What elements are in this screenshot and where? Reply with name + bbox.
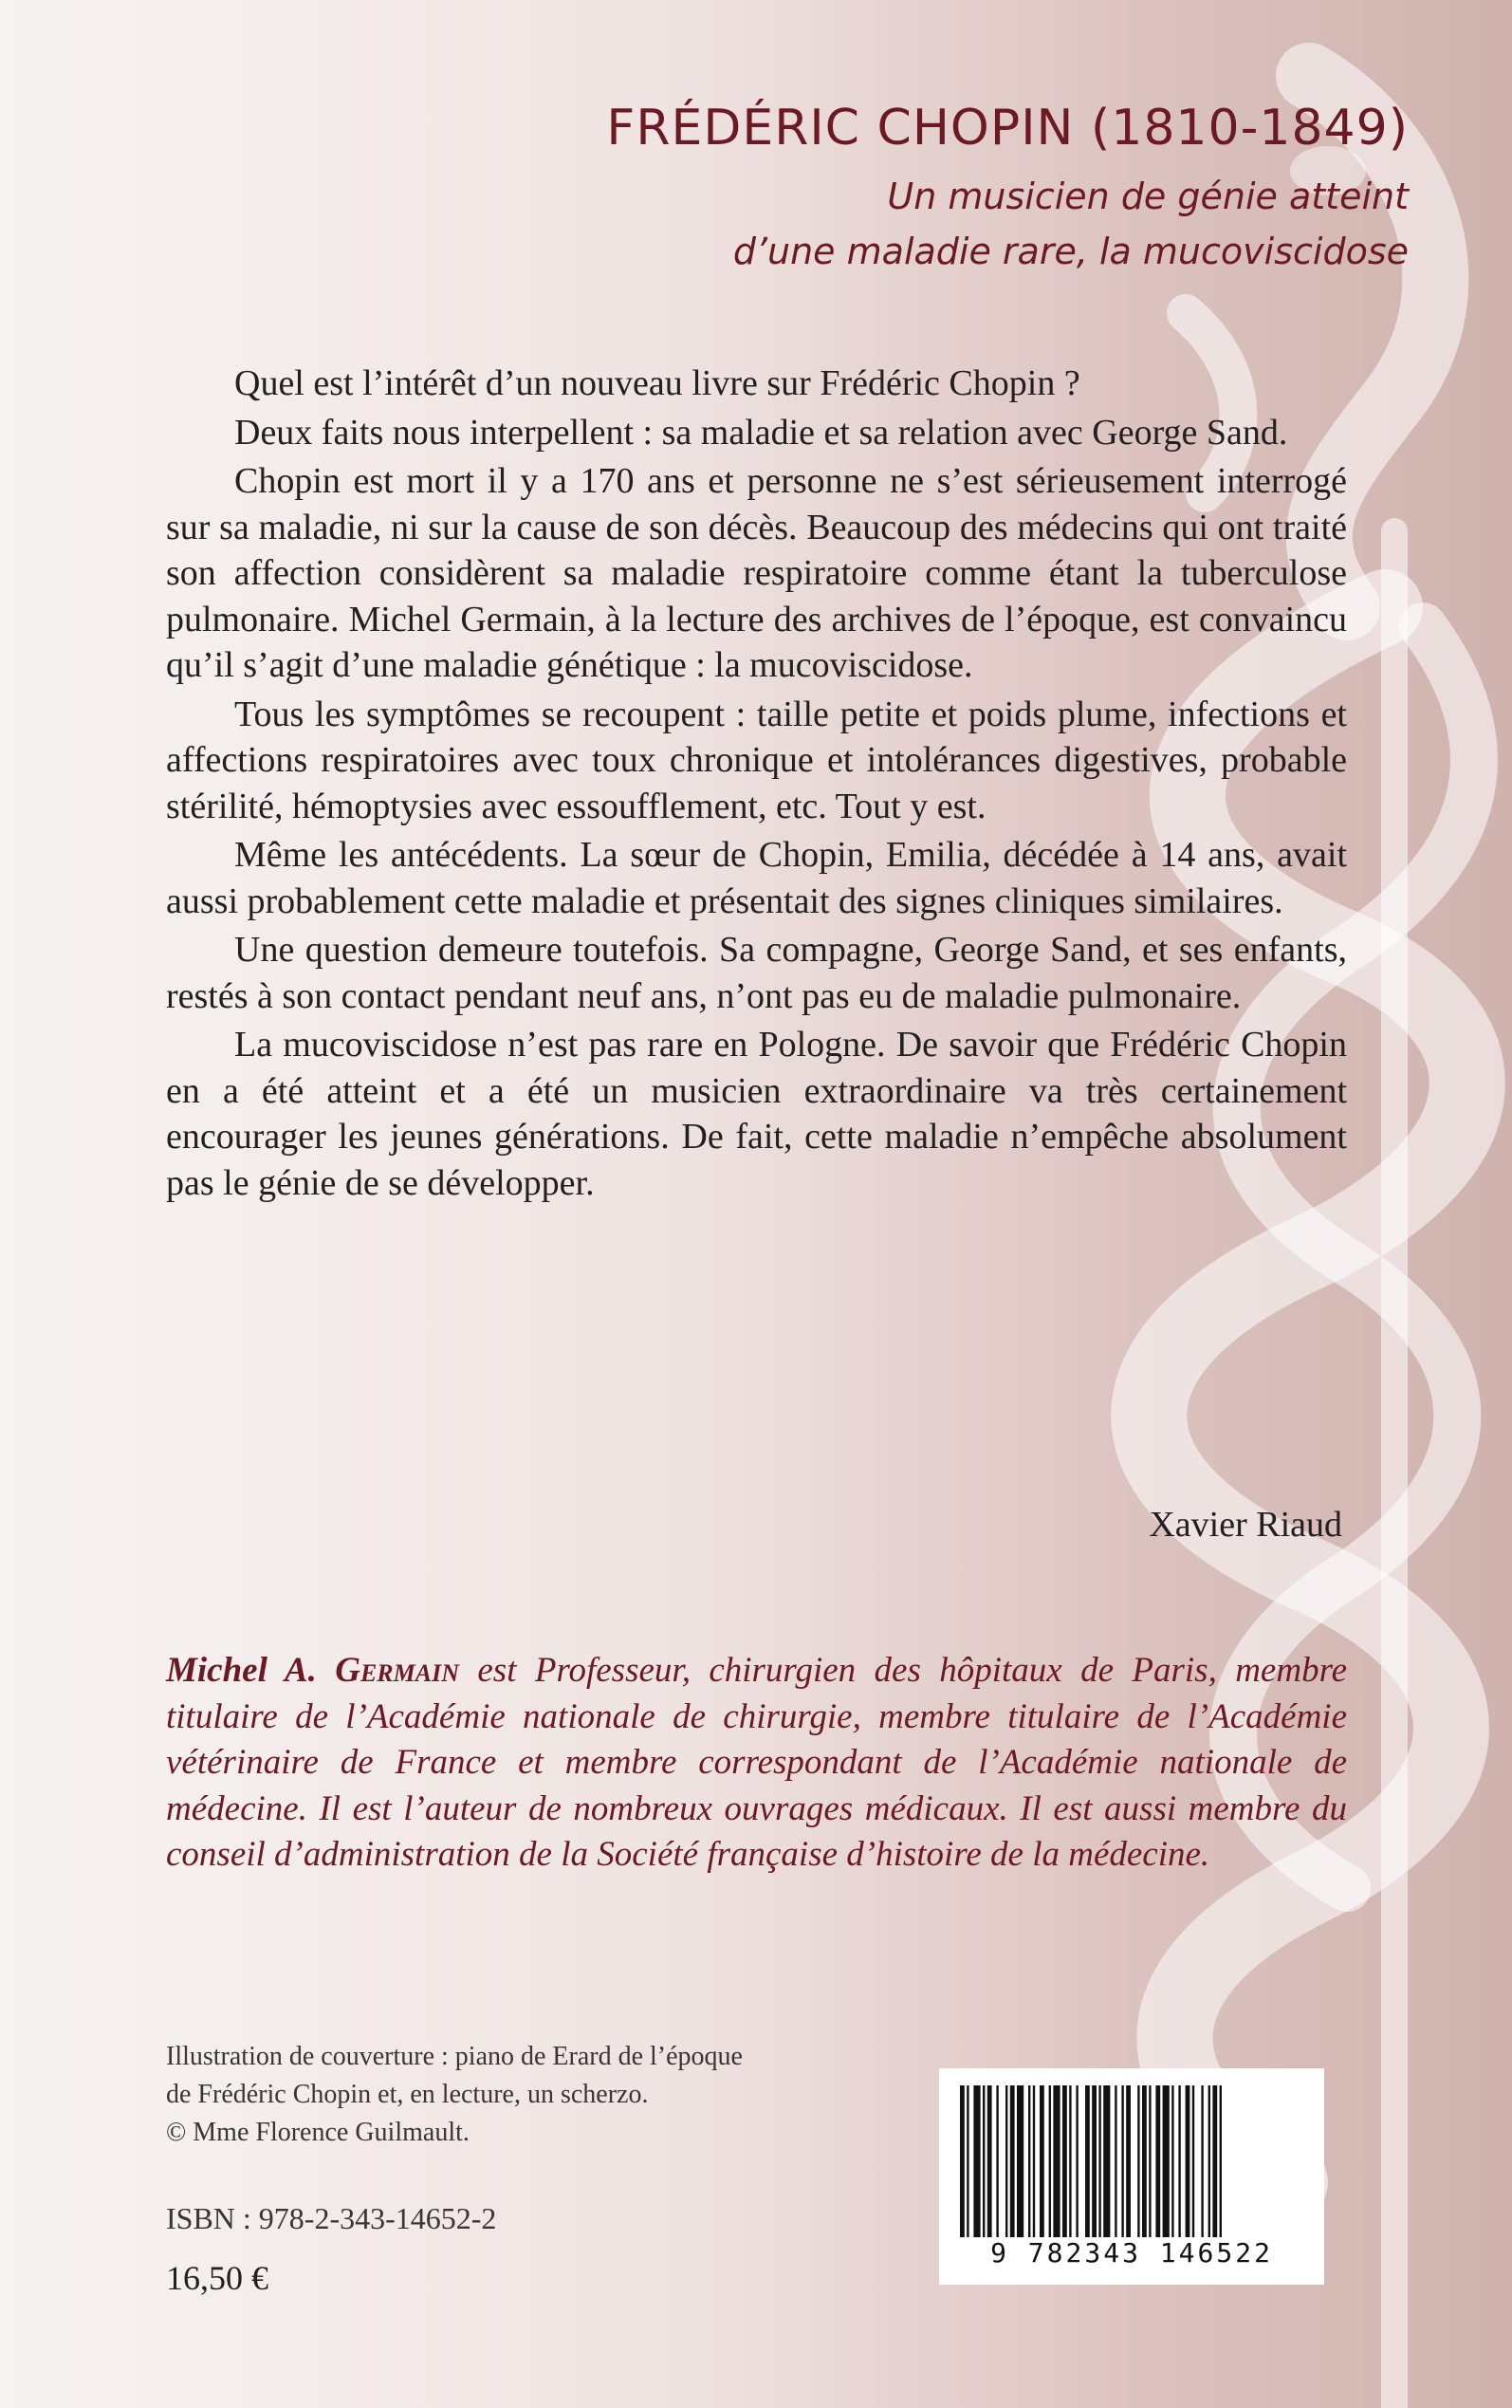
- book-title: FRÉDÉRIC CHOPIN (1810-1849): [606, 100, 1409, 157]
- book-price: 16,50 €: [166, 2259, 268, 2297]
- barcode-bar: [1121, 2085, 1123, 2237]
- book-subtitle-line1: Un musicien de génie atteint: [887, 176, 1409, 217]
- barcode-bar: [1092, 2085, 1097, 2237]
- barcode-bar: [1178, 2085, 1180, 2237]
- author-first-name: Michel A.: [166, 1651, 317, 1690]
- barcode-bar: [1028, 2085, 1030, 2237]
- cover-credits: [166, 2038, 887, 2152]
- barcode-bars: [956, 2085, 1307, 2237]
- isbn-number: ISBN : 978-2-343-14652-2: [166, 2201, 497, 2235]
- blurb-text: [166, 361, 1347, 1209]
- blurb-paragraph: Tous les symptômes se recoupent : taille petite et poids plume, infections et affections respiratoires avec toux chronique et intolérances digestives, probable stérilité, hémoptysies avec essoufflement, etc. Tout y est.: [166, 694, 1347, 826]
- barcode-bar: [1098, 2085, 1100, 2237]
- barcode-bar: [1085, 2085, 1090, 2237]
- blurb-paragraph: La mucoviscidose n’est pas rare en Pologne. De savoir que Frédéric Chopin en a été atteint et a été un musicien extraordinaire va très certainement encourager les jeunes générations. De fait, cette maladie n’empêche absolument pas le génie de se développer.: [166, 1025, 1347, 1203]
- barcode-bar: [1208, 2085, 1210, 2237]
- barcode-bar: [987, 2085, 992, 2237]
- author-bio-text: est Professeur, chirurgien des hôpitaux de Paris, membre titulaire de l’Académie nationale de chirurgie, membre titulaire de l’Académie vétérinaire de France et membre correspondant de l’Académie nationale de médecine. Il est l’auteur de nombreux ouvrages médicaux. Il est aussi membre du conseil d’administration de la Société française d’histoire de la médecine.: [166, 1651, 1348, 1874]
- credit-line: Illustration de couverture : piano de Erard de l’époque: [166, 2042, 743, 2071]
- credit-line: de Frédéric Chopin et, en lecture, un scherzo.: [166, 2080, 649, 2109]
- book-subtitle-line2: d’une maladie rare, la mucoviscidose: [732, 231, 1409, 272]
- barcode-bar: [1126, 2085, 1131, 2237]
- blurb-signature: Xavier Riaud: [1149, 1505, 1342, 1545]
- barcode-bar: [1005, 2085, 1007, 2237]
- blurb-paragraph: Deux faits nous interpellent : sa maladie et sa relation avec George Sand.: [234, 412, 1288, 453]
- barcode-bar: [1149, 2085, 1151, 2237]
- author-bio: [166, 1648, 1347, 1879]
- barcode: [939, 2068, 1324, 2285]
- barcode-bar: [1049, 2085, 1051, 2237]
- barcode-bar: [1053, 2085, 1060, 2237]
- barcode-bar: [1033, 2085, 1035, 2237]
- blurb-paragraph: Une question demeure toutefois. Sa compagne, George Sand, et ses enfants, restés à son contact pendant neuf ans, n’ont pas eu de maladie pulmonaire.: [166, 930, 1347, 1016]
- barcode-bar: [973, 2085, 980, 2237]
- barcode-bar: [1017, 2085, 1023, 2237]
- barcode-bar: [983, 2085, 985, 2237]
- barcode-bar: [1186, 2085, 1190, 2237]
- barcode-bar: [1103, 2085, 1110, 2237]
- barcode-bar: [1069, 2085, 1071, 2237]
- author-last-name: Germain: [335, 1651, 459, 1690]
- barcode-bar: [1142, 2085, 1147, 2237]
- barcode-bar: [960, 2085, 965, 2237]
- barcode-bar: [996, 2085, 998, 2237]
- credit-line: © Mme Florence Guilmault.: [166, 2118, 470, 2147]
- barcode-bar: [1115, 2085, 1116, 2237]
- barcode-bar: [1010, 2085, 1015, 2237]
- barcode-bar: [1137, 2085, 1139, 2237]
- barcode-bar: [1076, 2085, 1078, 2237]
- barcode-bar: [1192, 2085, 1194, 2237]
- blurb-paragraph: Chopin est mort il y a 170 ans et personne ne s’est sérieusement interrogé sur sa maladie, ni sur la cause de son décès. Beaucoup des médecins qui ont traité son affection considèrent sa maladie respiratoire comme étant la tuberculose pulmonaire. Michel Germain, à la lecture des archives de l’époque, est convaincu qu’il s’agit d’une maladie génétique : la mucoviscidose.: [166, 461, 1347, 685]
- blurb-paragraph: Quel est l’intérêt d’un nouveau livre sur Frédéric Chopin ?: [234, 363, 1080, 403]
- blurb-paragraph: Même les antécédents. La sœur de Chopin, Emilia, décédée à 14 ans, avait aussi probablement cette maladie et présentait des signes cliniques similaires.: [166, 835, 1347, 921]
- barcode-bar: [1163, 2085, 1170, 2237]
- barcode-bar: [1155, 2085, 1160, 2237]
- barcode-bar: [1062, 2085, 1067, 2237]
- barcode-digits: 9 782343 146522: [990, 2237, 1273, 2269]
- barcode-bar: [1201, 2085, 1203, 2237]
- barcode-bar: [1171, 2085, 1173, 2237]
- barcode-bar: [967, 2085, 968, 2237]
- barcode-bar: [1220, 2085, 1222, 2237]
- barcode-bar: [1040, 2085, 1044, 2237]
- barcode-bar: [1212, 2085, 1217, 2237]
